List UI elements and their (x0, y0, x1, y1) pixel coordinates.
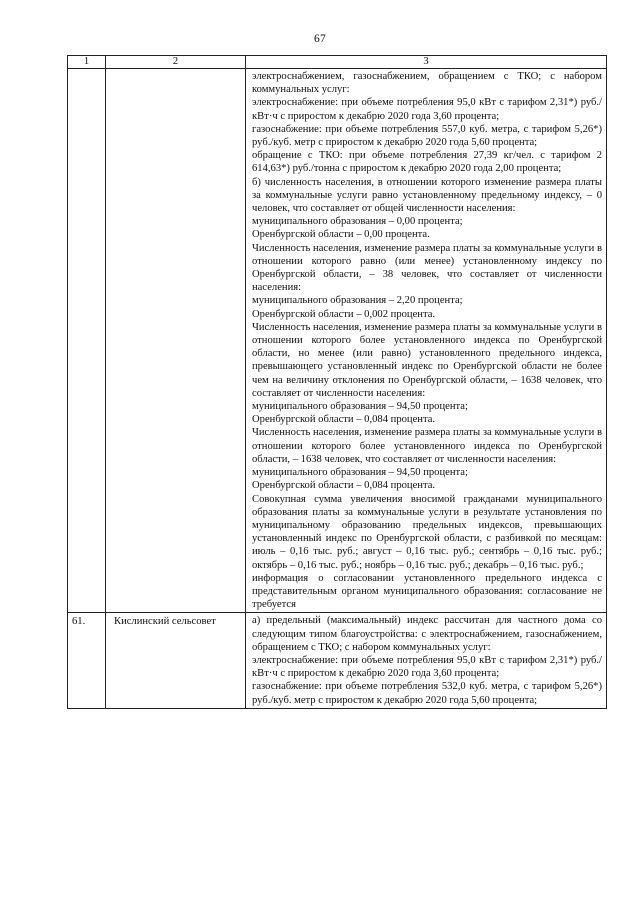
table-row-61 (68, 613, 607, 708)
paragraph-line: Численность населения, изменение размера платы за коммунальные услуги в отношении которого более установленного индекса по Оренбургской области, – 1638 человек, что составляет от численности населения: (252, 427, 602, 465)
row-number: 61. (72, 616, 86, 628)
paragraph-line: информация о согласовании установленного предельного индекса с представительным органом муниципального образования: согласование не требуется (252, 572, 602, 611)
paragraph-line: электроснабжение: при объеме потребления 95,0 кВт с тарифом 2,31*) руб./кВт·ч с приростом к декабрю 2020 года 3,60 процента; (252, 654, 602, 680)
paragraph-line: а) предельный (максимальный) индекс рассчитан для частного дома со следующим типом благоустройства: с электроснабжением, газоснабжением, обращением с ТКО; с набором коммунальных услуг: (252, 615, 602, 653)
description-cell (246, 69, 607, 613)
paragraph-line: обращение с ТКО: при объеме потребления 27,39 кг/чел. с тарифом 2 614,63*) руб./тонна с приростом к декабрю 2020 года 2,00 процента; (252, 150, 602, 175)
municipality-name: Кислинский сельсовет (114, 616, 216, 628)
table-row-continued (68, 69, 607, 613)
paragraph-line: газоснабжение: при объеме потребления 557,0 куб. метра, с тарифом 5,26*) руб./куб. метр с приростом к декабрю 2020 года 5,60 процента; (252, 123, 602, 149)
paragraph-line: Оренбургской области – 0,084 процента. (252, 480, 436, 492)
paragraph-line: муниципального образования – 0,00 процента; (252, 216, 463, 228)
paragraph-line: Численность населения, изменение размера платы за коммунальные услуги в отношении которого равно (или менее) установленному индексу по Оренбургской области, – 38 человек, что составляет от численности населения: (252, 242, 602, 294)
paragraph-line: б) численность населения, в отношении которого изменение размера платы за коммунальные услуги равно установленному предельному индексу, – 0 человек, что составляет от общей численности населения: (252, 176, 602, 215)
page-number: 67 (314, 33, 326, 45)
paragraph-line: муниципального образования – 94,50 процента; (252, 401, 468, 413)
municipality-cell (106, 613, 246, 708)
paragraph-line: электроснабжение: при объеме потребления 95,0 кВт с тарифом 2,31*) руб./кВт·ч с приростом к декабрю 2020 года 3,60 процента; (252, 97, 602, 122)
paragraph-line: Оренбургской области – 0,002 процента. (252, 308, 436, 320)
paragraph-line: муниципального образования – 94,50 процента; (252, 467, 468, 479)
paragraph-line: электроснабжением, газоснабжением, обращением с ТКО; с набором коммунальных услуг: (252, 71, 602, 96)
paragraph-line: Численность населения, изменение размера платы за коммунальные услуги в отношении которого более установленного индекса по Оренбургской области, но менее (или равно) установленного предельного индекса, превышающего установленный индекс по Оренбургской области не более чем на величину отклонения по Оренбургской области, – 1638 человек, что составляет от численности населения: (252, 321, 602, 399)
row-number-cell (68, 613, 106, 708)
paragraph-line: Оренбургской области – 0,00 процента. (252, 229, 430, 241)
column-header-1: 1 (68, 56, 106, 69)
paragraph-line: муниципального образования – 2,20 процента; (252, 295, 463, 307)
indices-table (67, 55, 607, 709)
paragraph-line: Оренбургской области – 0,084 процента. (252, 414, 436, 426)
table-header-row (68, 56, 607, 69)
description-cell (246, 613, 607, 708)
row-number-cell (68, 69, 106, 613)
paragraph-line: Совокупная сумма увеличения вносимой гражданами муниципального образования платы за коммунальные услуги в результате установления по муниципальному образованию предельных индексов, превышающих установленный индекс по Оренбургской области, с разбивкой по месяцам: июль – 0,16 тыс. руб.; август – 0,16 тыс. руб.; сентябрь – 0,16 тыс. руб.; октябрь – 0,16 тыс. руб.; ноябрь – 0,16 тыс. руб.; декабрь – 0,16 тыс. руб.; (252, 493, 602, 571)
municipality-cell (106, 69, 246, 613)
paragraph-line: газоснабжение: при объеме потребления 532,0 куб. метра, с тарифом 5,26*) руб./куб. метр с приростом к декабрю 2020 года 5,60 процента; (252, 681, 602, 706)
description-text (246, 69, 606, 612)
column-header-3: 3 (246, 56, 607, 69)
column-header-2: 2 (106, 56, 246, 69)
description-text (246, 613, 606, 707)
